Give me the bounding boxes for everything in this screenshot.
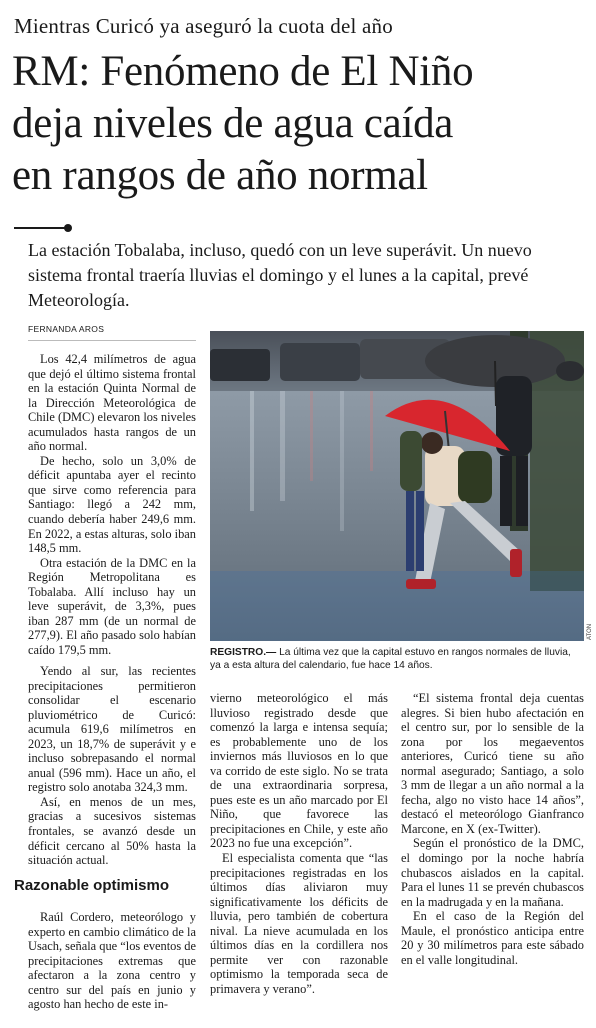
headline xyxy=(12,46,587,202)
body-column-1 xyxy=(28,352,196,657)
body-column-1-continued xyxy=(28,664,196,868)
body-column-3 xyxy=(401,691,584,967)
paragraph: Así, en menos de un mes, gracias a sucesivos sistemas frontales, se avanzó desde un déficit cercano al 50% hasta la situación actual. xyxy=(28,794,196,868)
byline-divider xyxy=(28,340,196,341)
deck: La estación Tobalaba, incluso, quedó con un leve superávit. Un nuevo sistema frontal traería lluvias el domingo y el lunes a la capital, prevé Meteorología. xyxy=(28,240,532,310)
headline-line-2: deja niveles de agua caída xyxy=(12,100,454,147)
photo-credit: ATON xyxy=(587,623,593,640)
photo-caption xyxy=(210,646,582,672)
headline-line-3: en rangos de año normal xyxy=(12,152,428,199)
paragraph: “El sistema frontal deja cuentas alegres. Si bien hubo afectación en el centro sur, por lo sensible de la zona por los megaeventos anteriores, Curicó tiene su año normal asegurado; Santiago, a solo 3 mm de llegar a un año normal a la fecha, algo no visto hace 14 años”, destacó el meteorólogo Gianfranco Marcone, en X (ex-Twitter). xyxy=(401,691,584,836)
caption-label: REGISTRO.— xyxy=(210,647,277,658)
caption-text: La última vez que la capital estuvo en rangos normales de lluvia, ya a esta altura del calendario, fue hace 14 años. xyxy=(210,647,571,671)
subheading: Razonable optimismo xyxy=(14,877,170,894)
paragraph: vierno meteorológico el más lluvioso registrado desde que comenzó la larga e intensa sequía; es probablemente uno de los inviernos más lluviosos en lo que va corrido de este siglo. No se trata de una extraordinaria sorpresa, pues este es un año marcado por El Niño, que favorece las precipitaciones en Chile, y este año 2023 no fue una excepción”. xyxy=(210,691,388,851)
bullet-rule xyxy=(14,227,68,229)
kicker: Mientras Curicó ya aseguró la cuota del año xyxy=(14,14,393,38)
paragraph: Otra estación de la DMC en la Región Metropolitana es Tobalaba. Allí incluso hay un leve superávit, de 3,3%, pues iban 287 mm (de un normal de 277,9). El año pasado solo habían caído 179,5 mm. xyxy=(28,555,196,657)
paragraph: Yendo al sur, las recientes precipitaciones permitieron consolidar el escenario pluviométrico de Curicó: acumula 619,6 milímetros en 2023, un 18,7% de superávit y e incluso sobrepasando el normal anual (596 mm). Hace un año, el registro solo anotaba 324,3 mm. xyxy=(28,664,196,795)
rainy-street-illustration xyxy=(210,331,584,641)
headline-line-1: RM: Fenómeno de El Niño xyxy=(12,48,474,95)
paragraph: El especialista comenta que “las precipitaciones registradas en los últimos días aliviaron muy significativamente los déficits de lluvia, pero también de cobertura nival. La nieve acumulada en los últimos días en la cordillera nos permite ver con razonable optimismo la temporada seca de primavera y verano”. xyxy=(210,851,388,996)
byline: FERNANDA AROS xyxy=(28,324,105,334)
body-column-2 xyxy=(210,691,388,996)
paragraph: De hecho, solo un 3,0% de déficit apuntaba ayer el recinto que sirve como referencia para Santiago: llegó a 242 mm, cuando debería haber 249,6 mm. En 2022, a estas alturas, solo iban 148,5 mm. xyxy=(28,453,196,556)
paragraph: Según el pronóstico de la DMC, el domingo por la noche habría chubascos aislados en la capital. Para el lunes 11 se prevén chubascos en la madrugada y en la mañana. xyxy=(401,836,584,909)
paragraph: Los 42,4 milímetros de agua que dejó el último sistema frontal en la estación Quinta Normal de la Dirección Meteorológica de Chile (DMC) elevaron los niveles acumulados hasta rangos de un año normal. xyxy=(28,352,196,454)
body-column-1-after-subhead xyxy=(28,910,196,1012)
paragraph: En el caso de la Región del Maule, el pronóstico anticipa entre 20 y 30 milímetros para este sábado en el valle longitudinal. xyxy=(401,909,584,967)
news-photo xyxy=(210,331,584,641)
paragraph: Raúl Cordero, meteorólogo y experto en cambio climático de la Usach, señala que “los eventos de precipitaciones extremas que afectaron a la zona centro y centro sur del país en junio y agosto han hecho de este in- xyxy=(28,910,196,1012)
